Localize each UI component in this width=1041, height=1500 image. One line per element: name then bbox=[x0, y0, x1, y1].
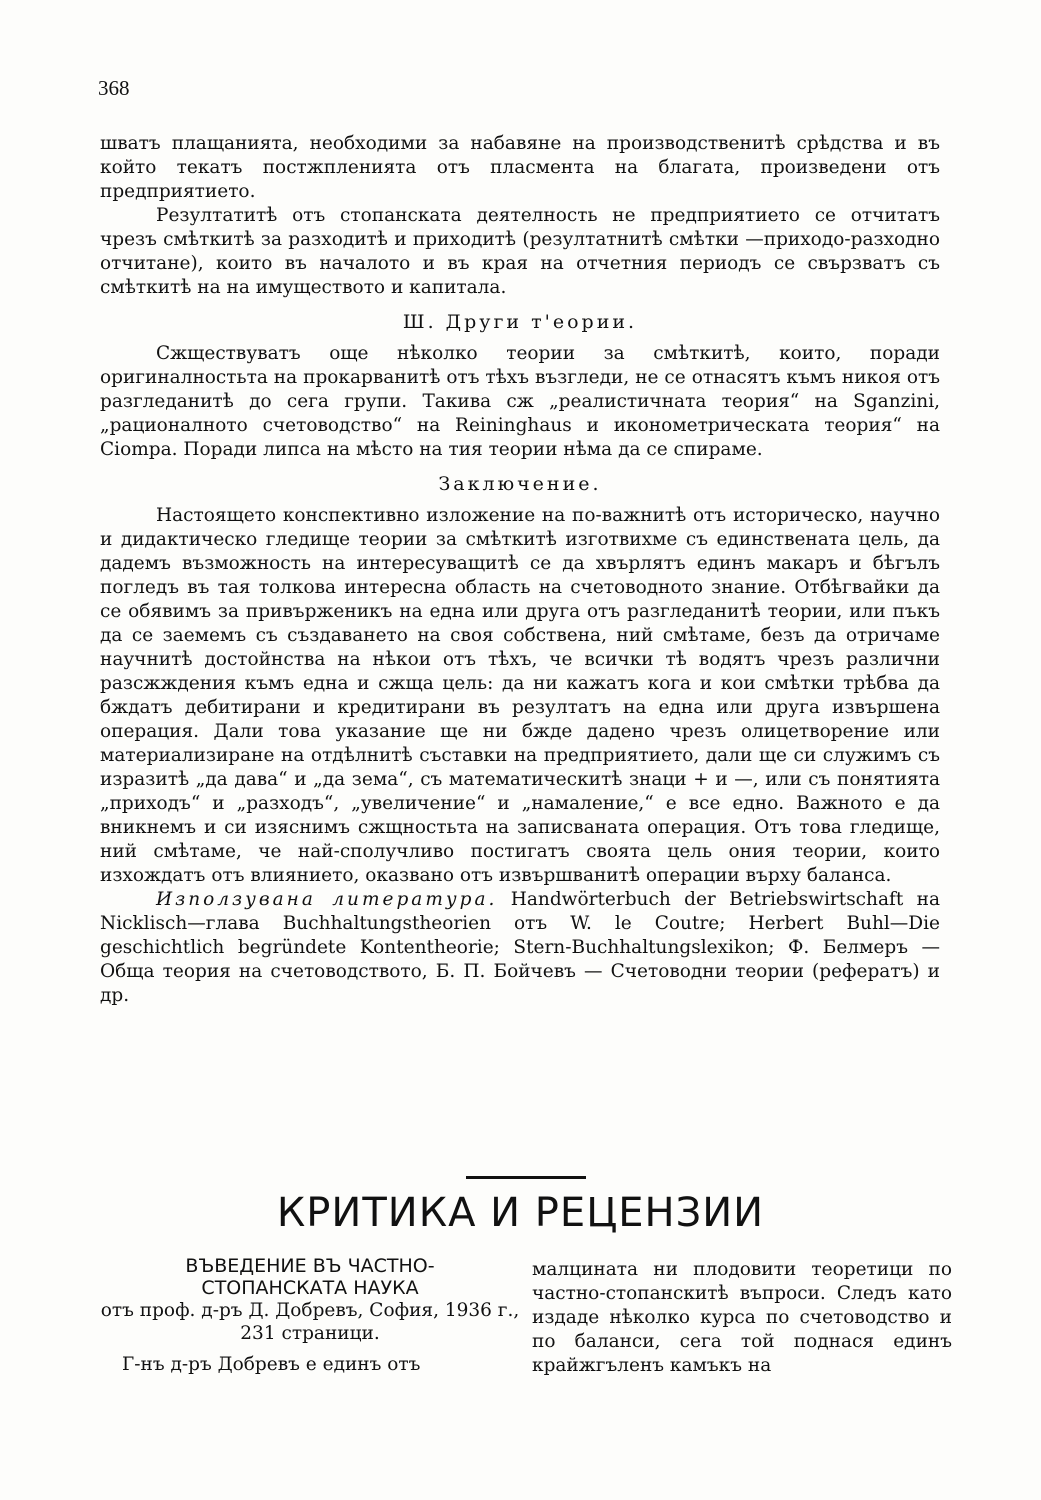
paragraph-other-theories: Сжществуватъ още нѣколко теории за смѣткитѣ, които, поради оригиналностьта на прокарванитѣ отъ тѣхъ възгледи, не се отнасятъ къмъ никоя отъ разгледанитѣ до сега групи. Такива сж „реалистичната теория“ на Sganzini, „рационалното счетоводство“ на Reininghaus и иконометрическата теория“ на Ciompa. Поради липса на мѣсто на тия теории нѣма да се спираме. bbox=[100, 343, 940, 460]
literature-label: Използувана литература. bbox=[156, 889, 498, 910]
page-number: 368 bbox=[98, 76, 130, 100]
book-title-line-1: ВЪВЕДЕНИЕ ВЪ ЧАСТНО- bbox=[185, 1255, 435, 1277]
main-body bbox=[100, 132, 940, 1008]
book-title bbox=[100, 1255, 520, 1299]
section-divider bbox=[466, 1176, 586, 1179]
literature-text: Handwörterbuch der Betriebswirtschaft на Nicklisch—глава Buchhaltungstheorien отъ W. le Coutre; Herbert Buhl—Die geschichtlich begründete Kontentheorie; Stern-Buchhaltungslexikon; Ф. Белмеръ — Обща теория на счетоводството, Б. П. Бойчевъ — Счетоводни теории (рефератъ) и др. bbox=[100, 889, 941, 1006]
heading-conclusion: Заключение. bbox=[438, 473, 602, 495]
review-column-left bbox=[100, 1255, 520, 1376]
review-section-title: КРИТИКА И РЕЦЕНЗИИ bbox=[276, 1190, 765, 1236]
heading-other-theories: Ш. Други т'еории. bbox=[402, 311, 638, 333]
review-text-right: малцината ни плодовити теоретици по частно-стопанскитѣ въпроси. Следъ като издаде нѣколко курса по счетоводство и по баланси, сега той поднася единъ крайжгъленъ камъкъ на bbox=[532, 1259, 952, 1376]
paragraph-conclusion: Настоящето конспективно изложение на по-важнитѣ отъ историческо, научно и дидактическо гледище теории за смѣткитѣ изготвихме съ единствената цель, да дадемъ възможность на интересуващитѣ се да хвърлятъ единъ макаръ и бѣгълъ погледъ въ тая толкова интересна область на счетоводното знание. Отбѣгвайки да се обявимъ за привърженикъ на една или друга отъ разгледанитѣ теории, или пъкъ да се заемемъ съ създаването на своя собствена, ний смѣтаме, безъ да отричаме научнитѣ достойнства на нѣкои отъ тѣхъ, че всички тѣ водятъ чрезъ различни разсжждения къмъ една и сжща цель: да ни кажатъ кога и кои смѣтки трѣбва да бждатъ дебитирани и кредитирани въ резултатъ на една или друга извършена операция. Дали това указание ще ни бжде дадено чрезъ олицетворение или материализиране на отдѣлнитѣ съставки на предприятието, дали ще си служимъ съ изразитѣ „да дава“ и „да зема“, съ математическитѣ знаци + и —, или съ понятията „приходъ“ и „разходъ“, „увеличение“ и „намаление,“ е все едно. Важното е да вникнемъ и си изяснимъ сжщностьта на записваната операция. Отъ това гледище, ний смѣтаме, че най-сполучливо постигатъ своята цель ония теории, които изхождатъ отъ влиянието, оказвано отъ извършванитѣ операции върху баланса. bbox=[100, 505, 940, 886]
paragraph-continuation: шватъ плащанията, необходими за набавяне на производственитѣ срѣдства и въ който текатъ постжпленията отъ пласмента на благата, произведени отъ предприятието. bbox=[100, 133, 940, 202]
book-info: отъ проф. д-ръ Д. Добревъ, София, 1936 г., 231 страници. bbox=[100, 1300, 520, 1344]
paragraph-results: Резултатитѣ отъ стопанската деятелность не предприятието се отчитатъ чрезъ смѣткитѣ за разходитѣ и приходитѣ (резултатнитѣ смѣтки —приходо-разходно отчитане), които въ началото и въ края на отчетния периодъ се свързватъ съ смѣткитѣ на на имуществото и капитала. bbox=[100, 205, 940, 298]
book-title-line-2: СТОПАНСКАТА НАУКА bbox=[201, 1277, 419, 1299]
paragraph-literature bbox=[100, 888, 940, 1008]
review-text-left: Г-нъ д-ръ Добревъ е единъ отъ bbox=[122, 1354, 421, 1375]
review-column-right bbox=[532, 1258, 952, 1378]
